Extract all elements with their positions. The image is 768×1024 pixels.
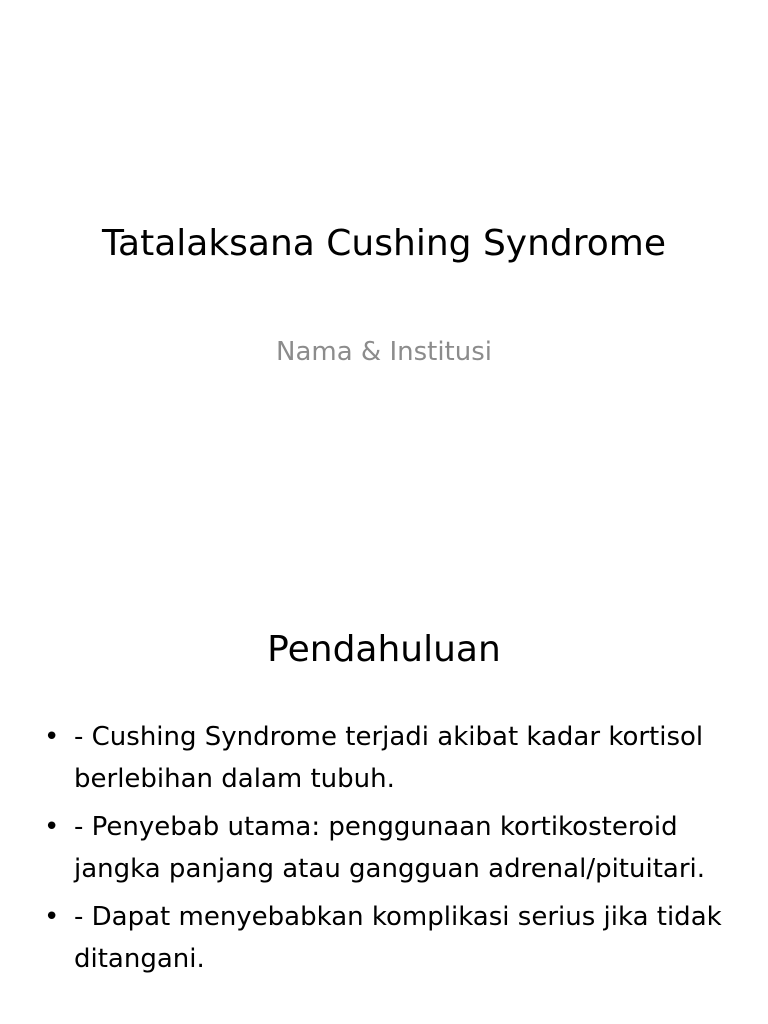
slide-title: Tatalaksana Cushing Syndrome [101, 223, 667, 264]
slide-subtitle: Nama & Institusi [276, 337, 492, 367]
list-item [38, 716, 738, 800]
bullet-icon: • [44, 902, 60, 932]
bullet-icon: • [44, 812, 60, 842]
bullet-list [38, 716, 738, 986]
slide-title: Pendahuluan [267, 629, 501, 670]
list-item [38, 896, 738, 980]
bullet-icon: • [44, 722, 60, 752]
bullet-text: - Penyebab utama: penggunaan kortikosteroid jangka panjang atau gangguan adrenal/pituitari. [74, 812, 706, 884]
content-slide [0, 576, 768, 1024]
bullet-text: - Cushing Syndrome terjadi akibat kadar kortisol berlebihan dalam tubuh. [74, 722, 704, 794]
list-item [38, 806, 738, 890]
bullet-text: - Dapat menyebabkan komplikasi serius jika tidak ditangani. [74, 902, 722, 974]
